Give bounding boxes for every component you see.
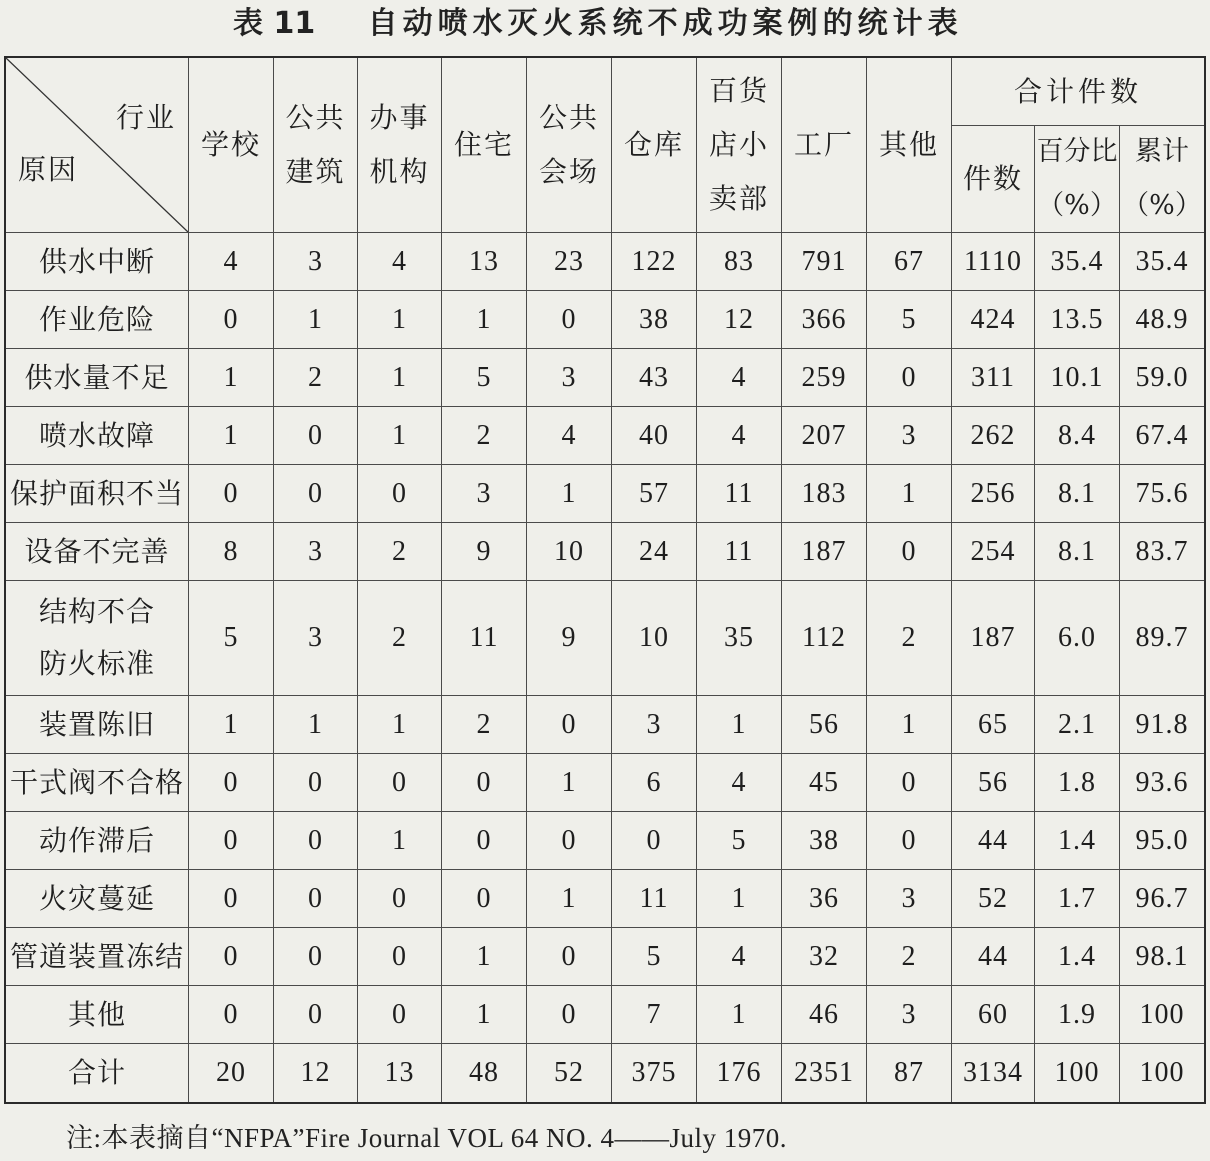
value-cell: 3	[867, 870, 952, 928]
value-cell: 5	[867, 291, 952, 349]
column-header-public-building: 公共 建筑	[274, 58, 358, 233]
row-label-cause: 设备不完善	[6, 523, 189, 581]
value-cell: 2	[867, 581, 952, 696]
value-cell: 3134	[952, 1044, 1035, 1102]
value-cell: 3	[274, 523, 358, 581]
value-cell: 8	[189, 523, 274, 581]
value-cell: 0	[527, 812, 612, 870]
value-cell: 0	[358, 754, 442, 812]
value-cell: 0	[527, 696, 612, 754]
value-cell: 1	[697, 870, 782, 928]
value-cell: 4	[358, 233, 442, 291]
value-cell: 89.7	[1120, 581, 1204, 696]
value-cell: 1	[274, 696, 358, 754]
value-cell: 375	[612, 1044, 697, 1102]
column-header-count: 件数	[952, 126, 1035, 233]
value-cell: 262	[952, 407, 1035, 465]
value-cell: 1110	[952, 233, 1035, 291]
value-cell: 10	[527, 523, 612, 581]
value-cell: 1	[358, 291, 442, 349]
value-cell: 56	[782, 696, 867, 754]
value-cell: 2351	[782, 1044, 867, 1102]
table-title	[233, 4, 963, 44]
value-cell: 35	[697, 581, 782, 696]
value-cell: 2	[358, 581, 442, 696]
value-cell: 93.6	[1120, 754, 1204, 812]
column-header-warehouse: 仓库	[612, 58, 697, 233]
statistics-table	[4, 56, 1206, 1104]
value-cell: 98.1	[1120, 928, 1204, 986]
value-cell: 65	[952, 696, 1035, 754]
value-cell: 9	[527, 581, 612, 696]
row-label-cause: 动作滞后	[6, 812, 189, 870]
value-cell: 8.4	[1035, 407, 1120, 465]
value-cell: 207	[782, 407, 867, 465]
value-cell: 0	[867, 812, 952, 870]
column-header-public-assembly: 公共 会场	[527, 58, 612, 233]
value-cell: 12	[274, 1044, 358, 1102]
value-cell: 0	[189, 754, 274, 812]
value-cell: 2	[274, 349, 358, 407]
value-cell: 5	[442, 349, 527, 407]
value-cell: 44	[952, 812, 1035, 870]
value-cell: 0	[442, 812, 527, 870]
value-cell: 100	[1139, 1057, 1185, 1088]
value-cell: 259	[782, 349, 867, 407]
value-cell: 1.4	[1035, 928, 1120, 986]
value-cell: 13.5	[1035, 291, 1120, 349]
value-cell: 13	[358, 1044, 442, 1102]
value-cell: 46	[782, 986, 867, 1044]
value-cell: 5	[697, 812, 782, 870]
value-cell: 3	[442, 465, 527, 523]
corner-label-reason: 原因	[18, 153, 79, 186]
column-header-residence: 住宅	[442, 58, 527, 233]
row-label-cause: 干式阀不合格	[6, 754, 189, 812]
value-cell: 4	[697, 407, 782, 465]
row-label-cause: 结构不合 防火标准	[6, 581, 189, 696]
value-cell: 0	[274, 870, 358, 928]
value-cell: 0	[189, 812, 274, 870]
value-cell: 9	[442, 523, 527, 581]
row-label-cause: 火灾蔓延	[6, 870, 189, 928]
value-cell: 52	[952, 870, 1035, 928]
value-cell: 0	[442, 870, 527, 928]
value-cell: 1	[358, 407, 442, 465]
value-cell: 791	[782, 233, 867, 291]
value-cell: 0	[867, 349, 952, 407]
value-cell: 3	[274, 581, 358, 696]
column-header-school: 学校	[189, 58, 274, 233]
value-cell: 100	[1035, 1044, 1120, 1102]
value-cell: 3	[867, 407, 952, 465]
value-cell: 83	[697, 233, 782, 291]
value-cell: 187	[952, 581, 1035, 696]
value-cell: 0	[612, 812, 697, 870]
value-cell: 83.7	[1120, 523, 1204, 581]
value-cell: 7	[612, 986, 697, 1044]
value-cell: 176	[697, 1044, 782, 1102]
value-cell: 100	[1120, 986, 1204, 1044]
value-cell: 122	[612, 233, 697, 291]
value-cell: 10	[612, 581, 697, 696]
value-cell: 59.0	[1120, 349, 1204, 407]
value-cell: 44	[952, 928, 1035, 986]
title-text: 自动喷水灭火系统不成功案例的统计表	[367, 6, 963, 41]
value-cell: 0	[527, 986, 612, 1044]
column-header-other: 其他	[867, 58, 952, 233]
value-cell: 187	[782, 523, 867, 581]
value-cell: 4	[189, 233, 274, 291]
value-cell: 48	[442, 1044, 527, 1102]
value-cell: 1	[527, 754, 612, 812]
value-cell: 0	[274, 986, 358, 1044]
value-cell: 1	[189, 407, 274, 465]
value-cell: 95.0	[1120, 812, 1204, 870]
value-cell: 38	[612, 291, 697, 349]
value-cell: 0	[189, 870, 274, 928]
value-cell: 3	[612, 696, 697, 754]
value-cell: 8.1	[1035, 465, 1120, 523]
value-cell: 4	[697, 928, 782, 986]
value-cell: 1	[358, 812, 442, 870]
value-cell: 2	[867, 928, 952, 986]
value-cell: 1.7	[1035, 870, 1120, 928]
value-cell: 0	[527, 928, 612, 986]
value-cell: 0	[274, 407, 358, 465]
value-cell: 52	[527, 1044, 612, 1102]
value-cell: 424	[952, 291, 1035, 349]
value-cell: 56	[952, 754, 1035, 812]
column-header-department-store: 百货 店小 卖部	[697, 58, 782, 233]
value-cell: 1	[442, 291, 527, 349]
column-header-factory: 工厂	[782, 58, 867, 233]
value-cell: 8.1	[1035, 523, 1120, 581]
value-cell: 1	[867, 465, 952, 523]
value-cell: 0	[274, 928, 358, 986]
value-cell: 2.1	[1035, 696, 1120, 754]
value-cell: 45	[782, 754, 867, 812]
value-cell: 0	[274, 812, 358, 870]
value-cell: 35.4	[1120, 233, 1204, 291]
value-cell: 67	[867, 233, 952, 291]
column-header-cumulative: 累计 （%）	[1120, 126, 1204, 233]
value-cell: 1.9	[1035, 986, 1120, 1044]
value-cell: 40	[612, 407, 697, 465]
value-cell: 4	[527, 407, 612, 465]
value-cell: 6	[612, 754, 697, 812]
value-cell: 1	[527, 870, 612, 928]
value-cell: 311	[952, 349, 1035, 407]
value-cell: 2	[358, 523, 442, 581]
value-cell: 0	[358, 928, 442, 986]
value-cell: 3	[527, 349, 612, 407]
value-cell: 366	[782, 291, 867, 349]
value-cell: 0	[189, 928, 274, 986]
value-cell: 87	[867, 1044, 952, 1102]
value-cell: 1	[442, 986, 527, 1044]
value-cell: 11	[442, 581, 527, 696]
value-cell: 0	[189, 986, 274, 1044]
row-label-cause: 装置陈旧	[6, 696, 189, 754]
value-cell: 0	[442, 754, 527, 812]
row-label-cause: 喷水故障	[6, 407, 189, 465]
value-cell: 0	[189, 465, 274, 523]
column-header-percentage: 百分比 （%）	[1035, 126, 1120, 233]
value-cell: 0	[189, 291, 274, 349]
value-cell: 91.8	[1120, 696, 1204, 754]
row-label-cause: 作业危险	[6, 291, 189, 349]
value-cell: 23	[527, 233, 612, 291]
value-cell: 1.4	[1035, 812, 1120, 870]
value-cell: 36	[782, 870, 867, 928]
value-cell: 43	[612, 349, 697, 407]
value-cell: 1.8	[1035, 754, 1120, 812]
row-label-cause: 管道装置冻结	[6, 928, 189, 986]
value-cell: 4	[697, 754, 782, 812]
value-cell: 32	[782, 928, 867, 986]
value-cell: 48.9	[1120, 291, 1204, 349]
value-cell: 1	[697, 696, 782, 754]
value-cell: 112	[782, 581, 867, 696]
value-cell: 11	[612, 870, 697, 928]
value-cell: 4	[697, 349, 782, 407]
value-cell: 1	[274, 291, 358, 349]
corner-cell	[6, 58, 189, 233]
value-cell: 183	[782, 465, 867, 523]
row-label-cause: 供水中断	[6, 233, 189, 291]
value-cell: 57	[612, 465, 697, 523]
value-cell: 60	[952, 986, 1035, 1044]
value-cell: 75.6	[1120, 465, 1204, 523]
diagonal-divider	[6, 58, 188, 232]
source-note: 注:本表摘自“NFPA”Fire Journal VOL 64 NO. 4——July 1970.	[66, 1123, 788, 1153]
column-header-office: 办事 机构	[358, 58, 442, 233]
value-cell: 1	[442, 928, 527, 986]
value-cell: 24	[612, 523, 697, 581]
value-cell: 13	[442, 233, 527, 291]
value-cell: 0	[274, 465, 358, 523]
row-label-cause: 供水量不足	[6, 349, 189, 407]
row-label-cause: 其他	[6, 986, 189, 1044]
value-cell: 67.4	[1120, 407, 1204, 465]
row-label-cause: 合计	[6, 1044, 189, 1102]
row-label-cause: 保护面积不当	[6, 465, 189, 523]
value-cell: 96.7	[1120, 870, 1204, 928]
value-cell: 256	[952, 465, 1035, 523]
value-cell: 38	[782, 812, 867, 870]
value-cell: 254	[952, 523, 1035, 581]
title-number: 表 11	[233, 6, 316, 41]
value-cell: 0	[358, 465, 442, 523]
value-cell: 5	[612, 928, 697, 986]
value-cell: 1	[189, 349, 274, 407]
value-cell: 3	[867, 986, 952, 1044]
value-cell: 1	[697, 986, 782, 1044]
value-cell: 0	[527, 291, 612, 349]
corner-label-industry: 行业	[115, 101, 176, 134]
value-cell: 1	[189, 696, 274, 754]
value-cell: 2	[442, 696, 527, 754]
value-cell: 10.1	[1035, 349, 1120, 407]
value-cell: 1	[527, 465, 612, 523]
value-cell: 0	[274, 754, 358, 812]
value-cell: 5	[189, 581, 274, 696]
value-cell: 20	[189, 1044, 274, 1102]
value-cell: 1	[358, 349, 442, 407]
column-header-total-group: 合计件数	[952, 58, 1204, 126]
value-cell: 0	[867, 523, 952, 581]
value-cell: 1	[867, 696, 952, 754]
value-cell: 0	[358, 870, 442, 928]
value-cell: 12	[697, 291, 782, 349]
value-cell: 0	[358, 986, 442, 1044]
value-cell: 6.0	[1035, 581, 1120, 696]
value-cell: 11	[697, 465, 782, 523]
value-cell: 35.4	[1035, 233, 1120, 291]
value-cell: 2	[442, 407, 527, 465]
value-cell: 1	[358, 696, 442, 754]
value-cell: 3	[274, 233, 358, 291]
value-cell: 11	[697, 523, 782, 581]
value-cell: 0	[867, 754, 952, 812]
